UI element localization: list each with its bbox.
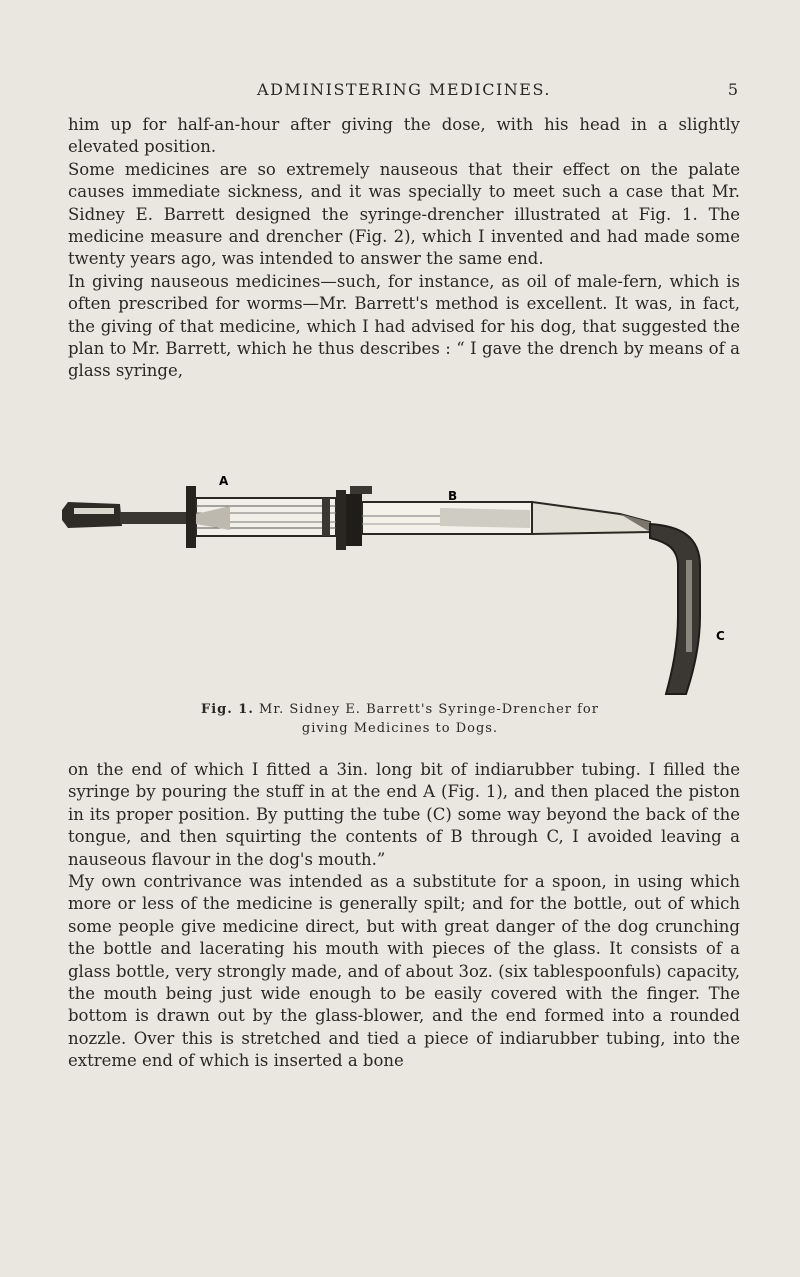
syringe-plunger-end bbox=[62, 502, 192, 528]
caption-title: Mr. Sidney E. Barrett's Syringe-Drencher for bbox=[259, 702, 599, 717]
paragraph: In giving nauseous medicines—such, for instance, as oil of male-fern, which is often prescribed for worms—Mr. Barrett's method is excellent. It was, in fact, the giving of that medicine, which I had advised for his dog, that suggested the plan to Mr. Barrett, which he thus describes : “ I gave the drench by means of a glass syringe, bbox=[68, 271, 740, 381]
text-block-top bbox=[68, 114, 740, 383]
page-number: 5 bbox=[727, 80, 738, 99]
paragraph: My own contrivance was intended as a substitute for a spoon, in using which more or less of the medicine is generally spilt; and for the bottle, out of which some people give medicine direct, but with great danger of the dog crunching the bottle and lacerating his mouth with pieces of the glass. It consists of a glass bottle, very strongly made, and of about 3oz. (six tablespoonfuls) capacity, the mouth being just wide enough to be easily covered with the finger. The bottom is drawn out by the glass-blower, and the end formed into a rounded nozzle. Over this is stretched and tied a piece of indiarubber tubing, into the extreme end of which is inserted a bone bbox=[68, 872, 740, 1071]
figure-syringe-drencher bbox=[60, 476, 740, 696]
caption-figure-number: Fig. 1. bbox=[201, 702, 254, 717]
label-c: C bbox=[716, 629, 725, 643]
paragraph: on the end of which I fitted a 3in. long bit of indiarubber tubing. I filled the syringe by pouring the stuff in at the end A (Fig. 1), and then placed the piston in its proper position. By putting the tube (C) some way beyond the back of the tongue, and then squirting the contents of B through C, I avoided leaving a nauseous flavour in the dog's mouth.” bbox=[68, 760, 740, 869]
syringe-barrel bbox=[186, 486, 660, 550]
syringe-drencher-illustration bbox=[60, 476, 740, 696]
page-header bbox=[70, 80, 738, 106]
paragraph: him up for half-an-hour after giving the dose, with his head in a slightly elevated position. bbox=[68, 115, 740, 157]
text-block-bottom bbox=[68, 759, 740, 1073]
caption-line-2: giving Medicines to Dogs. bbox=[301, 721, 499, 736]
running-head: ADMINISTERING MEDICINES. bbox=[257, 80, 551, 99]
label-b: B bbox=[448, 489, 458, 503]
syringe-tube-c bbox=[650, 524, 700, 694]
paragraph: Some medicines are so extremely nauseous that their effect on the palate causes immediate sickness, and it was specially to meet such a case that Mr. Sidney E. Barrett designed the syringe-drencher illustrated at Fig. 1. The medicine measure and drencher (Fig. 2), which I invented and had made some twenty years ago, was intended to answer the same end. bbox=[68, 159, 740, 269]
caption-line-1 bbox=[70, 700, 730, 719]
label-a: A bbox=[219, 476, 229, 488]
figure-caption bbox=[70, 700, 730, 738]
